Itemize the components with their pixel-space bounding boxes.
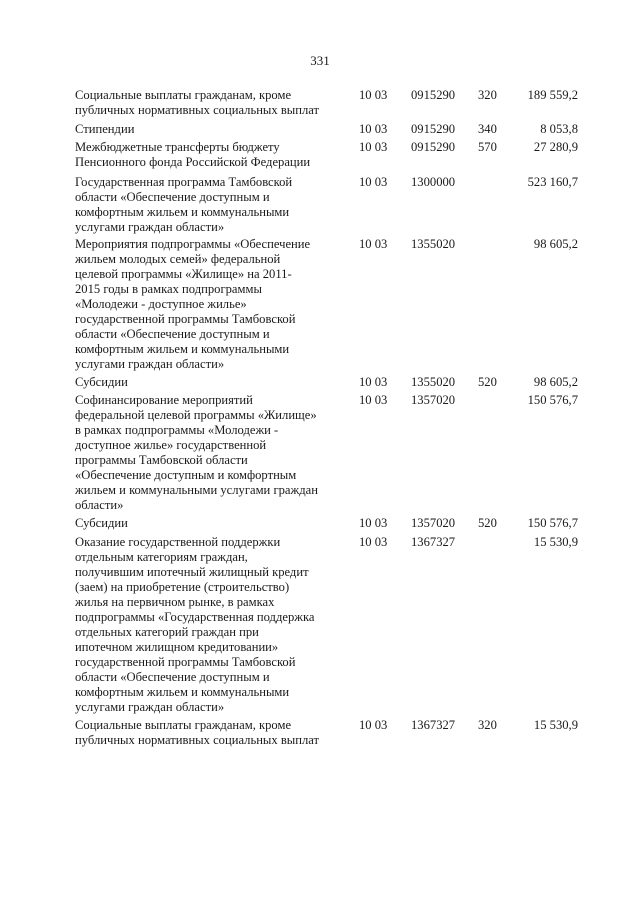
row-description — [75, 88, 347, 118]
description-line: Субсидии — [75, 375, 128, 389]
amount-value: 98 605,2 — [533, 375, 578, 389]
description-line: 2015 годы в рамках подпрограммы — [75, 282, 262, 296]
description-line: области «Обеспечение доступным и — [75, 327, 270, 341]
description-line: получившим ипотечный жилищный кредит — [75, 565, 309, 579]
expense-type-code: 340 — [478, 122, 497, 136]
amount-value: 150 576,7 — [527, 393, 578, 407]
target-item-code: 1367327 — [411, 718, 456, 732]
target-item-code: 1300000 — [411, 175, 456, 189]
description-line: услугами граждан области» — [75, 220, 225, 234]
description-line: программы Тамбовской области — [75, 453, 248, 467]
expense-type-code: 320 — [478, 88, 497, 102]
description-line: жилья на первичном рынке, в рамках — [75, 595, 275, 609]
description-line: публичных нормативных социальных выплат — [75, 733, 320, 747]
description-line: комфортным жильем и коммунальными — [75, 205, 290, 219]
target-item-code: 0915290 — [411, 122, 456, 136]
amount-value: 15 530,9 — [533, 718, 578, 732]
amount-value: 523 160,7 — [527, 175, 578, 189]
description-line: Межбюджетные трансферты бюджету — [75, 140, 280, 154]
row-description — [75, 375, 347, 390]
target-item-code: 1355020 — [411, 237, 456, 251]
row-description — [75, 718, 347, 748]
description-line: Софинансирование мероприятий — [75, 393, 253, 407]
section-code: 10 03 — [359, 122, 388, 136]
section-code: 10 03 — [359, 535, 388, 549]
target-item-code: 0915290 — [411, 140, 456, 154]
description-line: «Обеспечение доступным и комфортным — [75, 468, 297, 482]
expense-type-code: 520 — [478, 375, 497, 389]
description-line: доступное жилье» государственной — [75, 438, 267, 452]
amount-value: 189 559,2 — [527, 88, 578, 102]
description-line: Мероприятия подпрограммы «Обеспечение — [75, 237, 311, 251]
section-code: 10 03 — [359, 237, 388, 251]
description-line: области» — [75, 498, 124, 512]
description-line: услугами граждан области» — [75, 700, 225, 714]
row-description — [75, 237, 347, 372]
description-line: комфортным жильем и коммунальными — [75, 342, 290, 356]
description-line: государственной программы Тамбовской — [75, 655, 296, 669]
description-line: отдельных категорий граждан при — [75, 625, 259, 639]
target-item-code: 0915290 — [411, 88, 456, 102]
expense-type-code: 520 — [478, 516, 497, 530]
amount-value: 27 280,9 — [533, 140, 578, 154]
description-line: области «Обеспечение доступным и — [75, 190, 270, 204]
expense-type-code: 320 — [478, 718, 497, 732]
target-item-code: 1355020 — [411, 375, 456, 389]
description-line: Социальные выплаты гражданам, кроме — [75, 88, 292, 102]
expense-type-code: 570 — [478, 140, 497, 154]
description-line: Пенсионного фонда Российской Федерации — [75, 155, 311, 169]
target-item-code: 1357020 — [411, 516, 456, 530]
row-description — [75, 516, 347, 531]
amount-value: 150 576,7 — [527, 516, 578, 530]
description-line: целевой программы «Жилище» на 2011- — [75, 267, 292, 281]
amount-value: 98 605,2 — [533, 237, 578, 251]
description-line: ипотечном жилищном кредитовании» — [75, 640, 279, 654]
section-code: 10 03 — [359, 375, 388, 389]
description-line: Социальные выплаты гражданам, кроме — [75, 718, 292, 732]
description-line: в рамках подпрограммы «Молодежи - — [75, 423, 279, 437]
amount-value: 8 053,8 — [540, 122, 578, 136]
description-line: Оказание государственной поддержки — [75, 535, 281, 549]
section-code: 10 03 — [359, 516, 388, 530]
description-line: комфортным жильем и коммунальными — [75, 685, 290, 699]
description-line: федеральной целевой программы «Жилище» — [75, 408, 317, 422]
target-item-code: 1357020 — [411, 393, 456, 407]
section-code: 10 03 — [359, 140, 388, 154]
section-code: 10 03 — [359, 718, 388, 732]
description-line: услугами граждан области» — [75, 357, 225, 371]
description-line: области «Обеспечение доступным и — [75, 670, 270, 684]
row-description — [75, 140, 347, 170]
row-description — [75, 175, 347, 235]
section-code: 10 03 — [359, 88, 388, 102]
section-code: 10 03 — [359, 175, 388, 189]
description-line: жильем и коммунальными услугами граждан — [75, 483, 318, 497]
description-line: публичных нормативных социальных выплат — [75, 103, 320, 117]
row-description — [75, 393, 347, 513]
description-line: Субсидии — [75, 516, 128, 530]
description-line: государственной программы Тамбовской — [75, 312, 296, 326]
amount-value: 15 530,9 — [533, 535, 578, 549]
description-line: «Молодежи - доступное жилье» — [75, 297, 247, 311]
target-item-code: 1367327 — [411, 535, 456, 549]
page-number: 331 — [310, 53, 330, 68]
row-description — [75, 122, 347, 137]
section-code: 10 03 — [359, 393, 388, 407]
description-line: (заем) на приобретение (строительство) — [75, 580, 290, 594]
description-line: подпрограммы «Государственная поддержка — [75, 610, 315, 624]
description-line: Государственная программа Тамбовской — [75, 175, 293, 189]
description-line: отдельным категориям граждан, — [75, 550, 248, 564]
row-description — [75, 535, 347, 715]
description-line: жильем молодых семей» федеральной — [75, 252, 281, 266]
description-line: Стипендии — [75, 122, 135, 136]
